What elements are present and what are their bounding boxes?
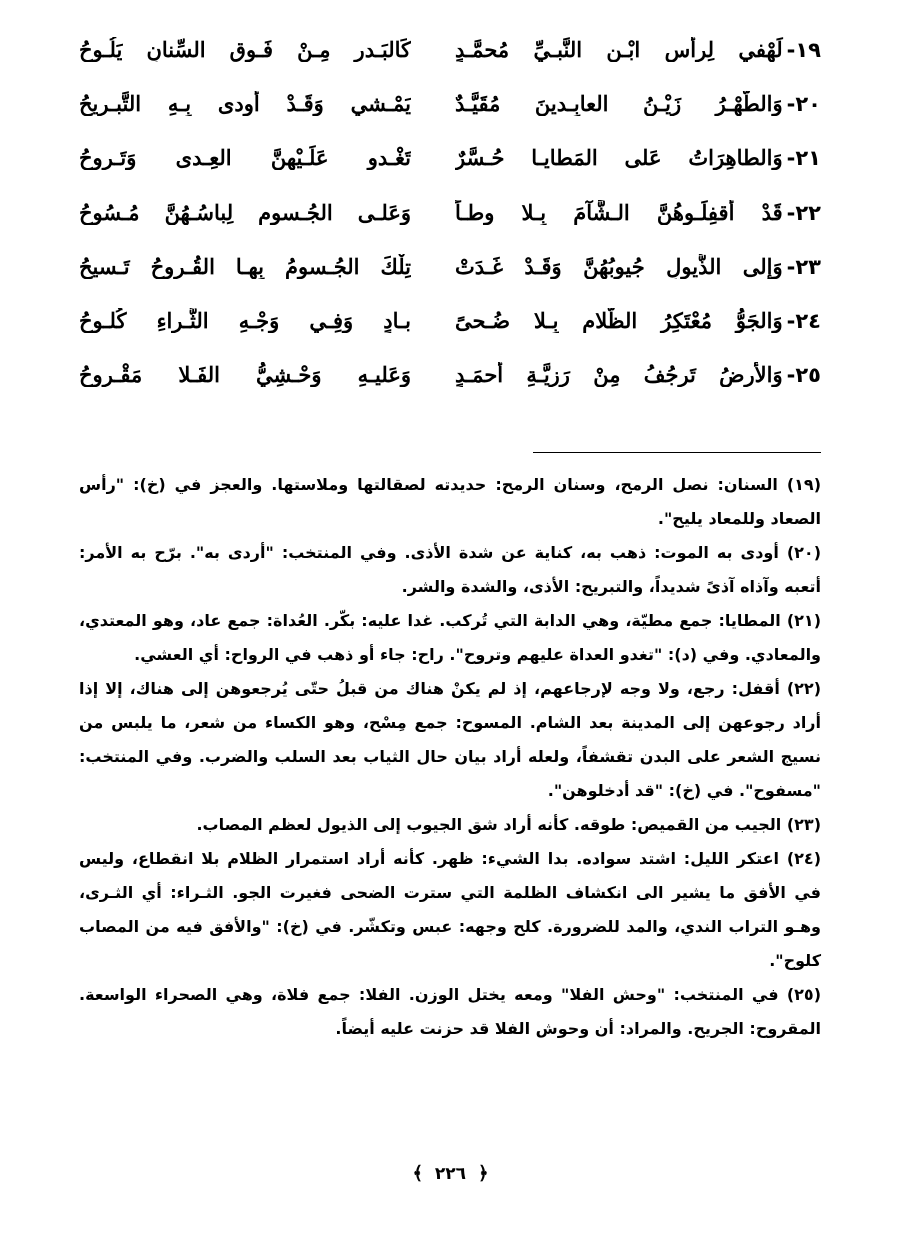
verse-second-hemistich: وَعَليـهِ وَحْـشِيُّ الفَـلا مَقْـروحُ — [79, 362, 411, 388]
verse-number: ٢١- — [786, 146, 821, 171]
verse-second-hemistich: تَغْـدو عَلَـيْهِنَّ العِـدى وَتَـروحُ — [79, 145, 411, 171]
verse-row — [79, 22, 821, 76]
verse-first-text: وَالطُّهْـرُ زَيْـنُ العابِـدينَ مُقَيَّـدٌ — [455, 90, 783, 116]
verse-number: ١٩- — [786, 37, 821, 62]
verse-row — [79, 76, 821, 130]
verse-row — [79, 185, 821, 239]
footnote-20: (٢٠) أودى به الموت: ذهب به، كناية عن شدة الأذى. وفي المنتخب: "أردى به". برّح به الأمر: أتعبه وآذاه آذىً شديداً، والتبريح: الأذى، والشدة والشر. — [79, 543, 821, 596]
verse-first-hemistich — [455, 145, 821, 170]
verse-first-hemistich — [455, 308, 821, 333]
verse-row — [79, 239, 821, 293]
footnote-19: (١٩) السنان: نصل الرمح، وسنان الرمح: حديدته لصقالتها وملاستها. والعجز في (خ): "رأس الصعاد وللمعاد يليح". — [79, 475, 821, 528]
verse-number: ٢٣- — [786, 254, 821, 279]
verse-first-text: وَإلى الذُّيولِ جُيوبُهُنَّ وَقَـدْ غَـدَتْ — [455, 253, 783, 279]
verse-second-hemistich: بـادٍ وَفِـي وَجْـهِ الثَّـراءِ كُلـوحُ — [79, 308, 411, 334]
verse-first-hemistich — [455, 91, 821, 116]
verse-first-hemistich — [455, 200, 821, 225]
verse-first-hemistich — [455, 37, 821, 62]
verse-second-hemistich: وَعَلـى الجُـسومِ لِباسُـهُنَّ مُـسُوحُ — [79, 199, 411, 225]
verse-second-hemistich: يَمْـشي وَقَـدْ أودى بِـهِ التَّبـريحُ — [79, 90, 411, 116]
footnote-25: (٢٥) في المنتخب: "وحش الفلا" ومعه يختل الوزن. الفلا: جمع فلاة، وهي الصحراء الواسعة. المقروح: الجريح. والمراد: أن وحوش الفلا قد حزنت عليه أيضاً. — [79, 985, 821, 1038]
verse-first-text: وَالأرضُ تَرجُفُ مِنْ رَزِيَّـةِ أحمَـدٍ — [455, 362, 783, 388]
footnote-21: (٢١) المطايا: جمع مطيّة، وهي الدابة التي تُركب. غدا عليه: بكّر. العُداة: جمع عاد، وهو المعتدي، والمعادي. وفي (د): "تغدو العداة عليهم وتروح". راح: جاء أو ذهب في الرواح: أي العشي. — [79, 611, 821, 664]
footnote-24: (٢٤) اعتكر الليل: اشتد سواده. بدا الشيء: ظهر. كأنه أراد استمرار الظلام بلا انقطاع، وليس في الأفق ما يشير الى انكشاف الظلمة التي سترت الضحى فغيرت الجو. الثـراء: أي الثـرى، وهـو التراب الندي، والمد للضرورة. كلح وجهه: عبس وتكشّر. في (خ): "والأفق فيه من المصاب كلوح". — [79, 849, 821, 970]
verse-first-text: وَالطاهِرَاتُ عَلى المَطايـا حُـسَّرٌ — [455, 145, 783, 171]
poem-verses — [79, 22, 821, 402]
page-number: ٢٢٦ — [434, 1164, 467, 1184]
verse-first-hemistich — [455, 254, 821, 279]
footnote-22: (٢٢) أقفل: رجع، ولا وجه لإرجاعهم، إذ لم يكنْ هناك من قبلُ حتّى يُرجعوهن إلى هناك، إلا إذا أراد رجوعهن إلى المدينة بعد الشام. المسوح: جمع مِسْح، وهو الكساء من شعر، ما يلبس من نسيج الشعر على البدن تقشفاً، ولعله أراد بيان حال الثياب بعد السلب والضرب. وفي المنتخب: "مسفوح". في (خ): "قد أدخلوهن". — [79, 679, 821, 800]
verse-row — [79, 348, 821, 402]
footnote-23: (٢٣) الجيب من القميص: طوقه. كأنه أراد شق الجيوب إلى الذيول لعظم المصاب. — [196, 815, 821, 834]
verse-row — [79, 293, 821, 347]
ornament-bracket-right: ﴿ — [477, 1163, 489, 1184]
verse-second-hemistich: كَالبَـدرِ مِـنْ فَـوقِ السِّنانِ يَلُـوحُ — [79, 36, 411, 62]
verse-number: ٢٥- — [786, 363, 821, 388]
verse-first-text: وَالجَوُّ مُعْتَكِرُ الظَّلامِ بِـلا ضُـحىً — [455, 308, 783, 334]
verse-number: ٢٠- — [786, 91, 821, 116]
footnotes — [79, 468, 821, 1046]
verse-second-hemistich: تِلْكَ الجُـسومُ بِهـا القُـروحُ تَـسيحُ — [79, 253, 411, 279]
verse-first-text: لَهْفي لِرأسِ ابْـنِ النَّبـيِّ مُحمَّـدٍ — [455, 36, 783, 62]
footnote-separator — [533, 452, 821, 453]
verse-first-hemistich — [455, 362, 821, 387]
page-footer — [0, 1163, 901, 1184]
verse-row — [79, 131, 821, 185]
verse-number: ٢٢- — [786, 200, 821, 225]
ornament-bracket-left: ﴾ — [412, 1163, 423, 1184]
verse-first-text: قَدْ أُقفِلَـوهُنَّ الـشَّآمَ بِـلا وِطـاً — [455, 199, 783, 225]
verse-number: ٢٤- — [786, 309, 821, 334]
